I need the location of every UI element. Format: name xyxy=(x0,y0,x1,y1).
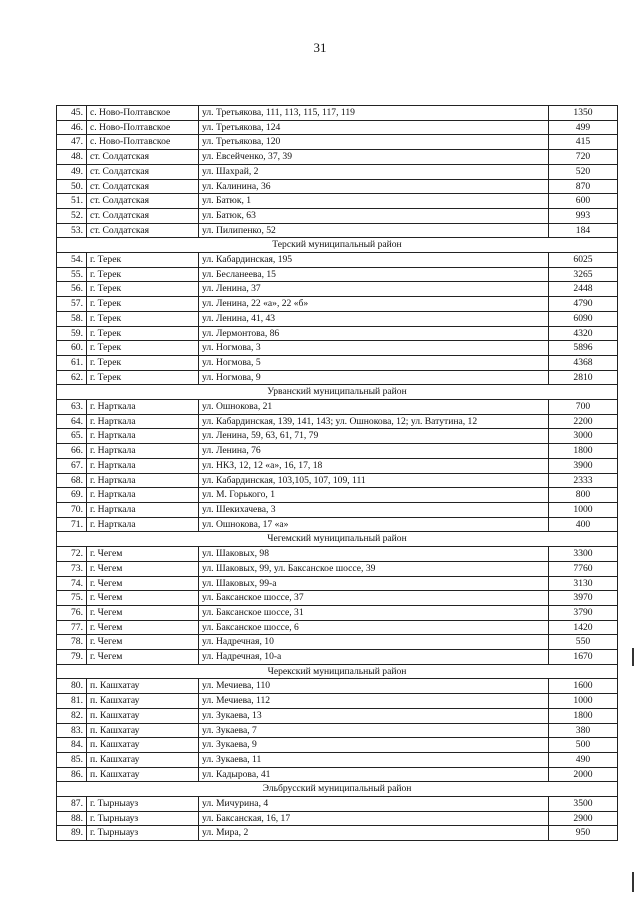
row-number: 58. xyxy=(57,311,87,326)
table-row xyxy=(57,576,618,591)
table-row xyxy=(57,547,618,562)
table-row xyxy=(57,723,618,738)
table-row xyxy=(57,488,618,503)
address-cell: ул. Надречная, 10 xyxy=(199,635,549,650)
value-cell: 1800 xyxy=(549,444,618,459)
value-cell: 3000 xyxy=(549,429,618,444)
settlement-cell: г. Тырныауз xyxy=(87,826,199,841)
settlement-cell: г. Нарткала xyxy=(87,502,199,517)
table-body xyxy=(57,106,618,841)
value-cell: 7760 xyxy=(549,561,618,576)
value-cell: 993 xyxy=(549,208,618,223)
table-row xyxy=(57,502,618,517)
settlement-cell: п. Кашхатау xyxy=(87,694,199,709)
district-name: Урванский муниципальный район xyxy=(57,385,618,400)
row-number: 57. xyxy=(57,297,87,312)
settlement-cell: г. Чегем xyxy=(87,605,199,620)
row-number: 89. xyxy=(57,826,87,841)
settlement-cell: г. Терек xyxy=(87,341,199,356)
settlement-cell: г. Нарткала xyxy=(87,488,199,503)
row-number: 79. xyxy=(57,650,87,665)
table-row xyxy=(57,561,618,576)
address-cell: ул. Ленина, 59, 63, 61, 71, 79 xyxy=(199,429,549,444)
settlement-cell: г. Нарткала xyxy=(87,473,199,488)
settlement-cell: ст. Солдатская xyxy=(87,208,199,223)
row-number: 50. xyxy=(57,179,87,194)
row-number: 88. xyxy=(57,811,87,826)
row-number: 84. xyxy=(57,738,87,753)
value-cell: 520 xyxy=(549,164,618,179)
row-number: 85. xyxy=(57,752,87,767)
settlement-cell: г. Терек xyxy=(87,370,199,385)
table-row xyxy=(57,370,618,385)
row-number: 71. xyxy=(57,517,87,532)
value-cell: 1350 xyxy=(549,106,618,121)
value-cell: 3970 xyxy=(549,591,618,606)
address-cell: ул. Третьякова, 120 xyxy=(199,135,549,150)
address-cell: ул. Батюк, 1 xyxy=(199,194,549,209)
table-row xyxy=(57,400,618,415)
district-header-row xyxy=(57,782,618,797)
district-name: Чегемский муниципальный район xyxy=(57,532,618,547)
address-cell: ул. Лермонтова, 86 xyxy=(199,326,549,341)
table-row xyxy=(57,679,618,694)
settlement-cell: г. Нарткала xyxy=(87,414,199,429)
row-number: 65. xyxy=(57,429,87,444)
row-number: 76. xyxy=(57,605,87,620)
table-row xyxy=(57,326,618,341)
table-row xyxy=(57,797,618,812)
address-cell: ул. Мечиева, 110 xyxy=(199,679,549,694)
district-name: Черекский муниципальный район xyxy=(57,664,618,679)
row-number: 64. xyxy=(57,414,87,429)
row-number: 78. xyxy=(57,635,87,650)
value-cell: 3265 xyxy=(549,267,618,282)
settlement-cell: г. Нарткала xyxy=(87,429,199,444)
row-number: 81. xyxy=(57,694,87,709)
address-cell: ул. М. Горького, 1 xyxy=(199,488,549,503)
row-number: 52. xyxy=(57,208,87,223)
table-row xyxy=(57,826,618,841)
scan-edge-mark xyxy=(632,648,634,666)
address-cell: ул. Ленина, 76 xyxy=(199,444,549,459)
address-cell: ул. Ногмова, 3 xyxy=(199,341,549,356)
settlement-cell: ст. Солдатская xyxy=(87,194,199,209)
row-number: 47. xyxy=(57,135,87,150)
table-row xyxy=(57,223,618,238)
address-cell: ул. Баксанское шоссе, 6 xyxy=(199,620,549,635)
settlement-cell: ст. Солдатская xyxy=(87,150,199,165)
address-cell: ул. Мичурина, 4 xyxy=(199,797,549,812)
row-number: 72. xyxy=(57,547,87,562)
value-cell: 3130 xyxy=(549,576,618,591)
settlement-cell: г. Терек xyxy=(87,355,199,370)
value-cell: 4320 xyxy=(549,326,618,341)
district-header-row xyxy=(57,238,618,253)
settlement-cell: г. Терек xyxy=(87,282,199,297)
table-row xyxy=(57,444,618,459)
address-cell: ул. Шаковых, 99, ул. Баксанское шоссе, 39 xyxy=(199,561,549,576)
table-row xyxy=(57,473,618,488)
value-cell: 700 xyxy=(549,400,618,415)
settlement-cell: ст. Солдатская xyxy=(87,164,199,179)
row-number: 66. xyxy=(57,444,87,459)
settlement-cell: п. Кашхатау xyxy=(87,738,199,753)
settlement-cell: с. Ново-Полтавское xyxy=(87,120,199,135)
value-cell: 6090 xyxy=(549,311,618,326)
district-header-row xyxy=(57,532,618,547)
value-cell: 380 xyxy=(549,723,618,738)
value-cell: 600 xyxy=(549,194,618,209)
settlement-cell: п. Кашхатау xyxy=(87,679,199,694)
value-cell: 3900 xyxy=(549,458,618,473)
value-cell: 400 xyxy=(549,517,618,532)
value-cell: 499 xyxy=(549,120,618,135)
address-cell: ул. Кабардинская, 139, 141, 143; ул. Ошнокова, 12; ул. Ватутина, 12 xyxy=(199,414,549,429)
value-cell: 550 xyxy=(549,635,618,650)
scan-edge-mark xyxy=(632,872,634,892)
address-cell: ул. Ленина, 41, 43 xyxy=(199,311,549,326)
row-number: 48. xyxy=(57,150,87,165)
table-row xyxy=(57,106,618,121)
settlement-cell: г. Чегем xyxy=(87,561,199,576)
row-number: 68. xyxy=(57,473,87,488)
settlement-cell: г. Нарткала xyxy=(87,400,199,415)
value-cell: 2000 xyxy=(549,767,618,782)
row-number: 83. xyxy=(57,723,87,738)
value-cell: 6025 xyxy=(549,253,618,268)
table-row xyxy=(57,150,618,165)
table-row xyxy=(57,282,618,297)
table-row xyxy=(57,253,618,268)
value-cell: 3300 xyxy=(549,547,618,562)
table-row xyxy=(57,297,618,312)
value-cell: 4790 xyxy=(549,297,618,312)
page-number: 31 xyxy=(313,40,327,55)
address-cell: ул. Бесланеева, 15 xyxy=(199,267,549,282)
settlement-cell: п. Кашхатау xyxy=(87,723,199,738)
table-row xyxy=(57,811,618,826)
value-cell: 870 xyxy=(549,179,618,194)
address-cell: ул. Пилипенко, 52 xyxy=(199,223,549,238)
table-row xyxy=(57,635,618,650)
address-cell: ул. Кабардинская, 195 xyxy=(199,253,549,268)
table-row xyxy=(57,355,618,370)
address-cell: ул. Ногмова, 9 xyxy=(199,370,549,385)
settlement-cell: г. Чегем xyxy=(87,650,199,665)
value-cell: 4368 xyxy=(549,355,618,370)
value-cell: 3790 xyxy=(549,605,618,620)
address-cell: ул. Третьякова, 111, 113, 115, 117, 119 xyxy=(199,106,549,121)
table-row xyxy=(57,620,618,635)
settlement-cell: с. Ново-Полтавское xyxy=(87,135,199,150)
address-cell: ул. Батюк, 63 xyxy=(199,208,549,223)
settlement-cell: г. Нарткала xyxy=(87,458,199,473)
row-number: 82. xyxy=(57,708,87,723)
settlement-cell: п. Кашхатау xyxy=(87,708,199,723)
address-cell: ул. Баксанское шоссе, 31 xyxy=(199,605,549,620)
row-number: 73. xyxy=(57,561,87,576)
address-cell: ул. Зукаева, 13 xyxy=(199,708,549,723)
address-cell: ул. Кадырова, 41 xyxy=(199,767,549,782)
value-cell: 3500 xyxy=(549,797,618,812)
row-number: 60. xyxy=(57,341,87,356)
settlement-cell: г. Терек xyxy=(87,326,199,341)
table-row xyxy=(57,458,618,473)
address-cell: ул. Мира, 2 xyxy=(199,826,549,841)
settlement-cell: г. Терек xyxy=(87,267,199,282)
table-row xyxy=(57,694,618,709)
table-row xyxy=(57,267,618,282)
settlement-cell: п. Кашхатау xyxy=(87,767,199,782)
row-number: 69. xyxy=(57,488,87,503)
value-cell: 720 xyxy=(549,150,618,165)
table-row xyxy=(57,650,618,665)
address-cell: ул. Третьякова, 124 xyxy=(199,120,549,135)
row-number: 70. xyxy=(57,502,87,517)
value-cell: 490 xyxy=(549,752,618,767)
value-cell: 800 xyxy=(549,488,618,503)
address-cell: ул. Шаковых, 98 xyxy=(199,547,549,562)
row-number: 55. xyxy=(57,267,87,282)
settlement-cell: г. Чегем xyxy=(87,591,199,606)
address-cell: ул. Калинина, 36 xyxy=(199,179,549,194)
table-row xyxy=(57,752,618,767)
value-cell: 2810 xyxy=(549,370,618,385)
settlement-cell: г. Чегем xyxy=(87,576,199,591)
value-cell: 1600 xyxy=(549,679,618,694)
settlement-cell: п. Кашхатау xyxy=(87,752,199,767)
value-cell: 5896 xyxy=(549,341,618,356)
value-cell: 184 xyxy=(549,223,618,238)
settlement-cell: г. Тырныауз xyxy=(87,797,199,812)
value-cell: 2200 xyxy=(549,414,618,429)
row-number: 59. xyxy=(57,326,87,341)
row-number: 49. xyxy=(57,164,87,179)
address-cell: ул. Кабардинская, 103,105, 107, 109, 111 xyxy=(199,473,549,488)
settlement-cell: г. Нарткала xyxy=(87,517,199,532)
table-row xyxy=(57,429,618,444)
value-cell: 2448 xyxy=(549,282,618,297)
settlement-cell: г. Чегем xyxy=(87,547,199,562)
settlement-cell: г. Нарткала xyxy=(87,444,199,459)
address-cell: ул. Баксанское шоссе, 37 xyxy=(199,591,549,606)
settlement-cell: г. Терек xyxy=(87,253,199,268)
row-number: 86. xyxy=(57,767,87,782)
settlement-cell: г. Тырныауз xyxy=(87,811,199,826)
address-cell: ул. Шахрай, 2 xyxy=(199,164,549,179)
settlement-cell: г. Терек xyxy=(87,311,199,326)
row-number: 80. xyxy=(57,679,87,694)
address-cell: ул. Мечиева, 112 xyxy=(199,694,549,709)
table-row xyxy=(57,164,618,179)
table-row xyxy=(57,738,618,753)
settlement-cell: г. Терек xyxy=(87,297,199,312)
row-number: 45. xyxy=(57,106,87,121)
table-row xyxy=(57,120,618,135)
address-cell: ул. Ошнокова, 17 «а» xyxy=(199,517,549,532)
value-cell: 500 xyxy=(549,738,618,753)
table-row xyxy=(57,605,618,620)
row-number: 61. xyxy=(57,355,87,370)
address-cell: ул. Ошнокова, 21 xyxy=(199,400,549,415)
row-number: 51. xyxy=(57,194,87,209)
address-cell: ул. Ленина, 37 xyxy=(199,282,549,297)
district-header-row xyxy=(57,664,618,679)
row-number: 77. xyxy=(57,620,87,635)
row-number: 56. xyxy=(57,282,87,297)
settlement-cell: с. Ново-Полтавское xyxy=(87,106,199,121)
address-cell: ул. Баксанская, 16, 17 xyxy=(199,811,549,826)
value-cell: 1420 xyxy=(549,620,618,635)
settlement-cell: ст. Солдатская xyxy=(87,223,199,238)
table-row xyxy=(57,208,618,223)
table-row xyxy=(57,517,618,532)
settlement-cell: г. Чегем xyxy=(87,635,199,650)
row-number: 75. xyxy=(57,591,87,606)
district-name: Терский муниципальный район xyxy=(57,238,618,253)
row-number: 46. xyxy=(57,120,87,135)
row-number: 53. xyxy=(57,223,87,238)
district-name: Эльбрусский муниципальный район xyxy=(57,782,618,797)
settlement-cell: ст. Солдатская xyxy=(87,179,199,194)
table-row xyxy=(57,341,618,356)
table-row xyxy=(57,414,618,429)
row-number: 74. xyxy=(57,576,87,591)
settlement-cell: г. Чегем xyxy=(87,620,199,635)
address-cell: ул. Евсейченко, 37, 39 xyxy=(199,150,549,165)
table-row xyxy=(57,135,618,150)
value-cell: 1000 xyxy=(549,694,618,709)
address-cell: ул. Зукаева, 7 xyxy=(199,723,549,738)
address-cell: ул. НКЗ, 12, 12 «а», 16, 17, 18 xyxy=(199,458,549,473)
table-row xyxy=(57,179,618,194)
address-cell: ул. Надречная, 10-а xyxy=(199,650,549,665)
row-number: 54. xyxy=(57,253,87,268)
table-row xyxy=(57,194,618,209)
value-cell: 1670 xyxy=(549,650,618,665)
value-cell: 1000 xyxy=(549,502,618,517)
table-row xyxy=(57,591,618,606)
row-number: 62. xyxy=(57,370,87,385)
value-cell: 2900 xyxy=(549,811,618,826)
table-row xyxy=(57,311,618,326)
value-cell: 1800 xyxy=(549,708,618,723)
table-row xyxy=(57,708,618,723)
address-cell: ул. Зукаева, 9 xyxy=(199,738,549,753)
address-table xyxy=(56,105,618,841)
table-row xyxy=(57,767,618,782)
address-cell: ул. Шекихачева, 3 xyxy=(199,502,549,517)
address-cell: ул. Ленина, 22 «а», 22 «б» xyxy=(199,297,549,312)
row-number: 67. xyxy=(57,458,87,473)
row-number: 63. xyxy=(57,400,87,415)
value-cell: 415 xyxy=(549,135,618,150)
row-number: 87. xyxy=(57,797,87,812)
value-cell: 950 xyxy=(549,826,618,841)
district-header-row xyxy=(57,385,618,400)
address-cell: ул. Шаковых, 99-а xyxy=(199,576,549,591)
address-cell: ул. Ногмова, 5 xyxy=(199,355,549,370)
value-cell: 2333 xyxy=(549,473,618,488)
address-cell: ул. Зукаева, 11 xyxy=(199,752,549,767)
